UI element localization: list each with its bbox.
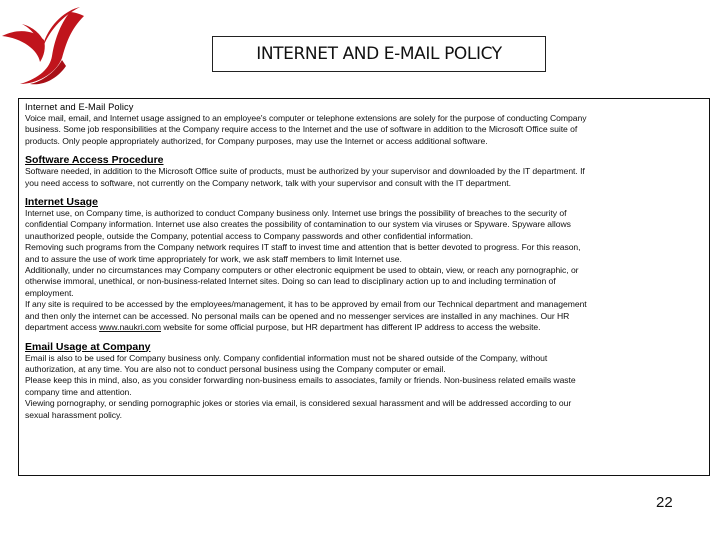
text-line: business. Some job responsibilities at the Company require access to the Internet and the use of software in addition to the Microsoft Office suite of (25, 124, 578, 135)
section-heading: Email Usage at Company (25, 340, 151, 353)
text-line: unauthorized people, outside the Company, potential access to Company passwords and other confidential information. (25, 230, 473, 241)
text-line: and to assure the use of work time appropriately for work, we ask staff members to limit Internet use. (25, 253, 402, 264)
section-internet-email-policy (25, 102, 703, 147)
text-line: If any site is required to be accessed by the employees/management, it has to be approved by email from our Technical department and management (25, 299, 587, 310)
naukri-link[interactable]: www.naukri.com (99, 322, 161, 333)
section-heading: Internet Usage (25, 196, 98, 209)
section-internet-usage (25, 196, 703, 333)
policy-content-box (18, 98, 710, 476)
page-title: INTERNET AND E-MAIL POLICY (256, 44, 502, 64)
text-line: Voice mail, email, and Internet usage assigned to an employee's computer or telephone extensions are solely for the purpose of conducting Company (25, 113, 587, 123)
section-email-usage (25, 341, 703, 421)
text-line: authorization, at any time. You are also not to conduct personal business using the Company computer or email. (25, 363, 446, 374)
text-line: otherwise immoral, unethical, or non-business-related Internet sites. Doing so can lead to disciplinary action up to and including termination of (25, 276, 556, 287)
text-line: products. Only people appropriately authorized, for Company purposes, may use the Internet or access additional software. (25, 135, 488, 146)
text-fragment: website for some official purpose, but HR department has different IP address to access the website. (160, 322, 541, 333)
section-heading: Software Access Procedure (25, 154, 164, 167)
section-heading: Internet and E-Mail Policy (25, 102, 134, 112)
text-line: Email is also to be used for Company business only. Company confidential information must not be shared outside of the Company, without (25, 352, 548, 363)
text-line: sexual harassment policy. (25, 409, 122, 420)
text-line: and then only the internet can be accessed. No personal mails can be opened and no messenger services are installed in any machines. Our HR (25, 310, 570, 321)
text-line: Please keep this in mind, also, as you consider forwarding non-business emails to associates, family or friends. Non-business related emails waste (25, 375, 576, 386)
page-number: 22 (656, 494, 673, 511)
text-line: Viewing pornography, or sending pornographic jokes or stories via email, is considered sexual harassment and will be addressed according to our (25, 398, 572, 409)
text-line: Removing such programs from the Company network requires IT staff to invest time and attention that is better devoted to progress. For this reason, (25, 242, 581, 253)
text-line: Additionally, under no circumstances may Company computers or other electronic equipment be used to obtain, view, or reach any pornographic, or (25, 265, 579, 276)
text-line: confidential Company information. Internet use also creates the possibility of contamination to our system via viruses or Spyware. Spyware allows (25, 219, 571, 230)
title-box (212, 36, 546, 72)
text-line-with-link (25, 322, 703, 333)
text-line: you need access to software, not currently on the Company network, talk with your supervisor and consult with the IT department. (25, 177, 511, 188)
section-software-access (25, 154, 703, 189)
text-fragment: department access (25, 322, 100, 333)
text-line: company time and attention. (25, 386, 132, 397)
text-line: Software needed, in addition to the Microsoft Office suite of products, must be authorized by your supervisor and downloaded by the IT department. If (25, 166, 585, 177)
text-line: Internet use, on Company time, is authorized to conduct Company business only. Internet use brings the possibility of breaches to the security of (25, 208, 567, 219)
text-line: employment. (25, 287, 74, 298)
